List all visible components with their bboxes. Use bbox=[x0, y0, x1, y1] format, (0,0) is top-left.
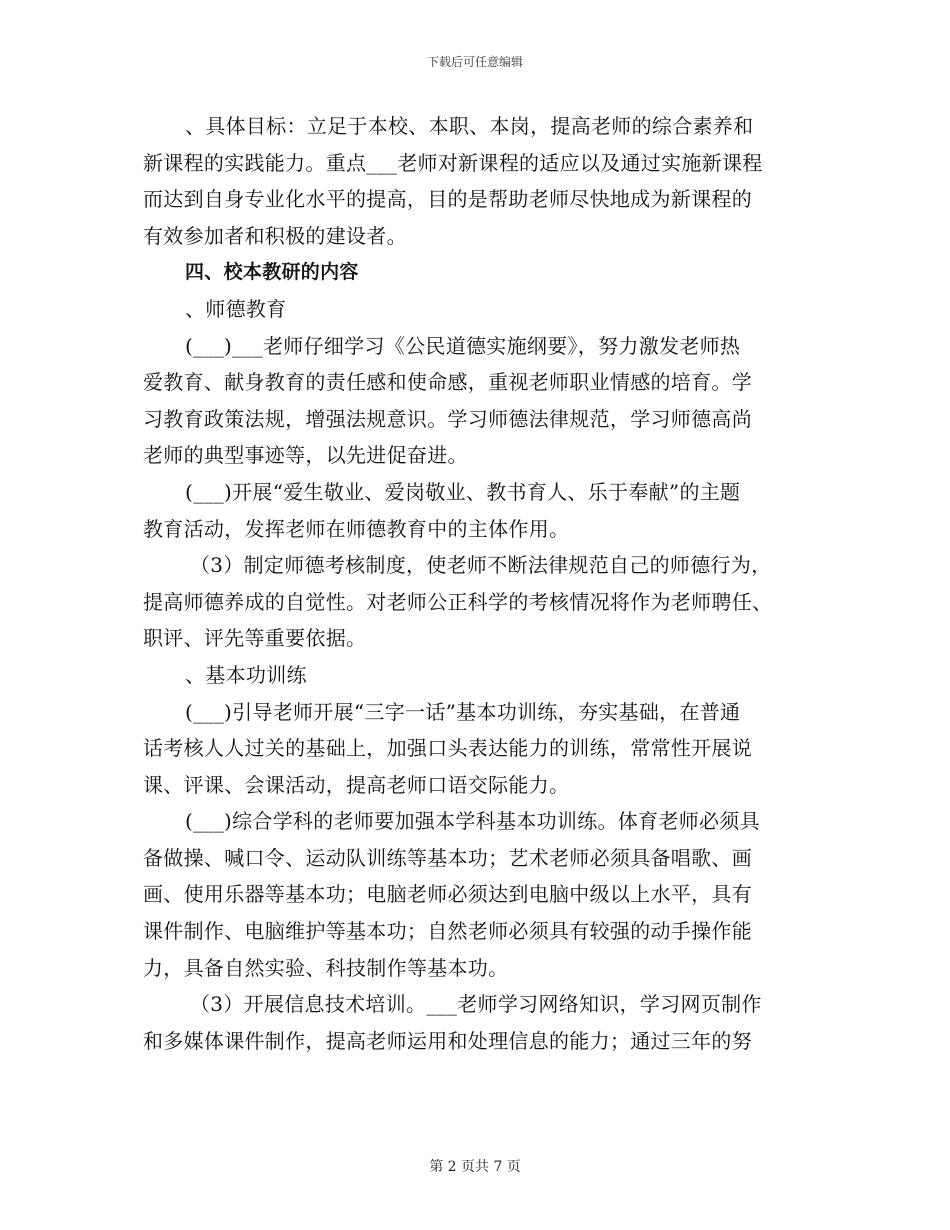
paragraph-line: 课件制作、电脑维护等基本功；自然老师必须具有较强的动手操作能 bbox=[143, 919, 752, 944]
paragraph-line: 职评、评先等重要依据。 bbox=[143, 626, 367, 651]
paragraph-line: 习教育政策法规，增强法规意识。学习师德法律规范，学习师德高尚 bbox=[143, 406, 752, 431]
paragraph-line: 提高师德养成的自觉性。对老师公正科学的考核情况将作为老师聘任、 bbox=[143, 589, 773, 614]
paragraph-line: (___)开展“爱生敬业、爱岗敬业、教书育人、乐于奉献”的主题 bbox=[185, 479, 741, 504]
paragraph-line: （3）制定师德考核制度，使老师不断法律规范自己的师德行为， bbox=[190, 553, 772, 578]
paragraph-line: 画、使用乐器等基本功；电脑老师必须达到电脑中级以上水平，具有 bbox=[143, 882, 752, 907]
paragraph-line: (___)综合学科的老师要加强本学科基本功训练。体育老师必须具 bbox=[185, 809, 760, 834]
paragraph-line: (___)___老师仔细学习《公民道德实施纲要》，努力激发老师热 bbox=[185, 333, 741, 358]
section-heading: 四、校本教研的内容 bbox=[185, 261, 359, 284]
document-body bbox=[143, 108, 808, 1059]
page-header: 下载后可任意编辑 bbox=[426, 55, 523, 69]
paragraph-line: 有效参加者和积极的建设者。 bbox=[143, 223, 407, 248]
paragraph-line: 话考核人人过关的基础上，加强口头表达能力的训练，常常性开展说 bbox=[143, 736, 752, 761]
paragraph-line: 和多媒体课件制作，提高老师运用和处理信息的能力；通过三年的努 bbox=[143, 1028, 752, 1053]
paragraph-line: 、具体目标：立足于本校、本职、本岗，提高老师的综合素养和 bbox=[185, 114, 754, 138]
page-footer: 第 2 页共 7 页 bbox=[429, 1159, 521, 1175]
paragraph-line: (___)引导老师开展“三字一话”基本功训练，夯实基础，在普通 bbox=[185, 699, 741, 724]
paragraph-line: （3）开展信息技术培训。___老师学习网络知识，学习网页制作 bbox=[190, 992, 762, 1017]
subsection-heading: 、基本功训练 bbox=[185, 662, 307, 687]
paragraph-line: 课、评课、会课活动，提高老师口语交际能力。 bbox=[143, 772, 570, 797]
paragraph-line: 而达到自身专业化水平的提高，目的是帮助老师尽快地成为新课程的 bbox=[143, 187, 752, 212]
paragraph-line: 力，具备自然实验、科技制作等基本功。 bbox=[143, 955, 509, 980]
paragraph-line: 新课程的实践能力。重点___老师对新课程的适应以及通过实施新课程 bbox=[143, 150, 763, 175]
paragraph-line: 老师的典型事迹等，以先进促奋进。 bbox=[143, 443, 468, 468]
subsection-heading: 、师德教育 bbox=[185, 296, 287, 321]
paragraph-line: 教育活动，发挥老师在师德教育中的主体作用。 bbox=[143, 516, 570, 541]
paragraph-line: 备做操、喊口令、运动队训练等基本功；艺术老师必须具备唱歌、画 bbox=[143, 845, 752, 870]
paragraph-line: 爱教育、献身教育的责任感和使命感，重视老师职业情感的培育。学 bbox=[143, 370, 752, 395]
